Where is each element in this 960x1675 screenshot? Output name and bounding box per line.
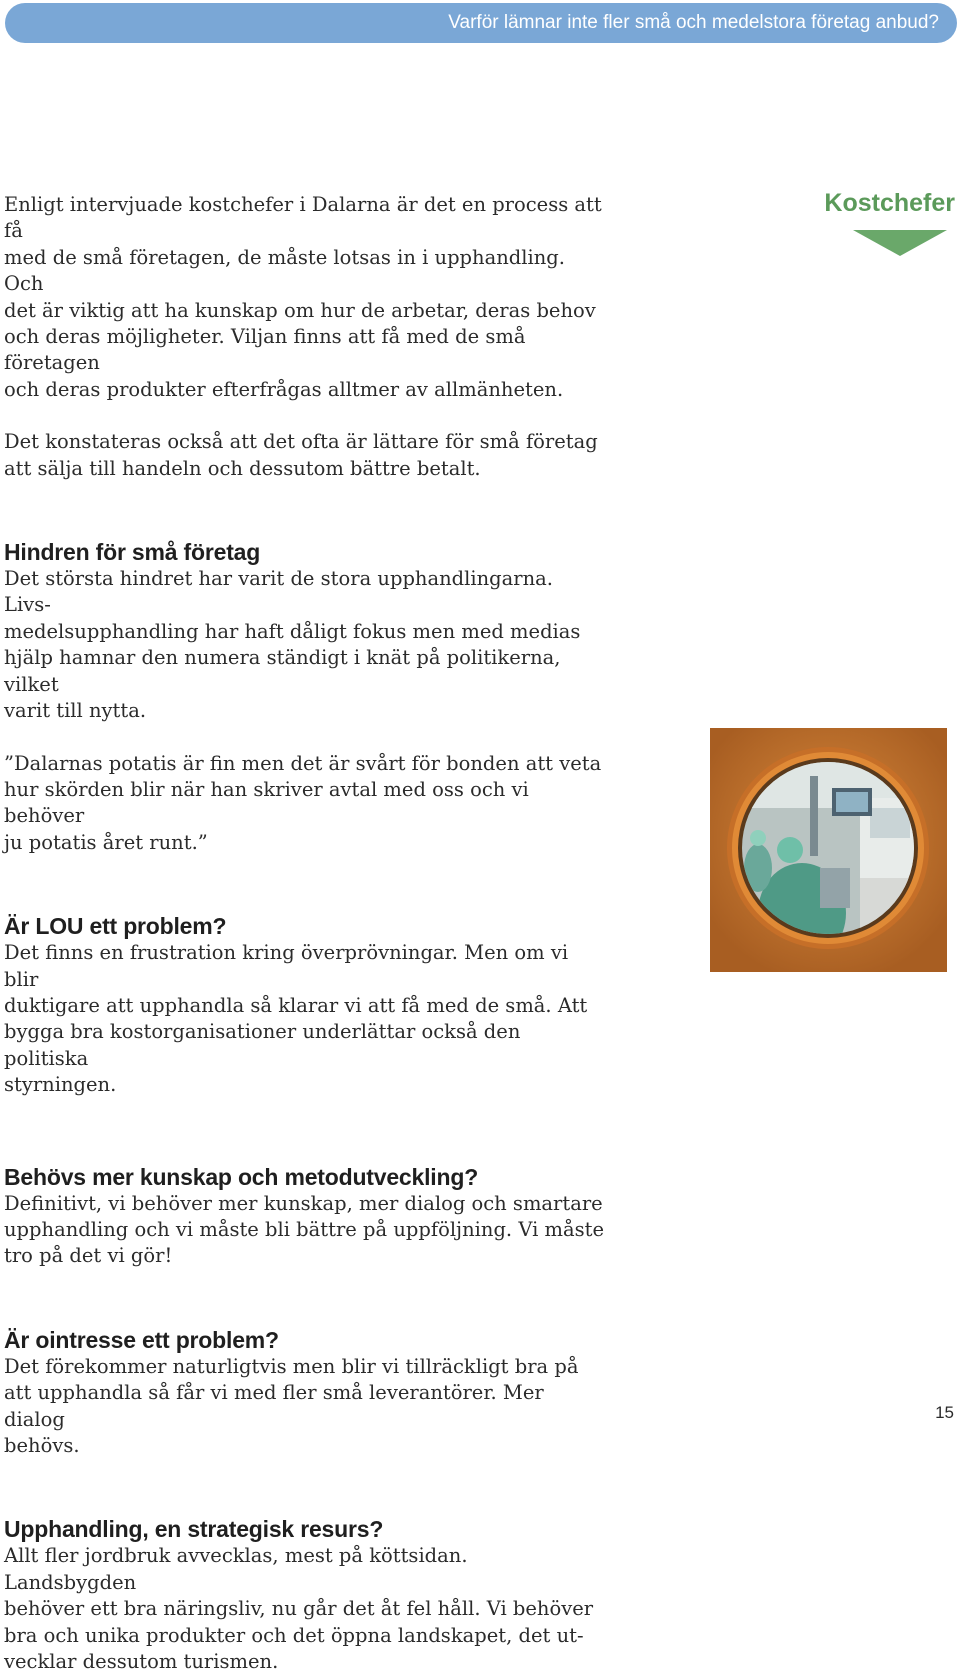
- text-line: varit till nytta.: [4, 699, 147, 723]
- text-line: Definitivt, vi behöver mer kunskap, mer dialog och smartare: [4, 1191, 603, 1215]
- sidebar-label: Kostchefer: [824, 189, 955, 217]
- text-line: hjälp hamnar den numera ständigt i knät på politikerna, vilket: [4, 646, 561, 696]
- text-line: tro på det vi gör!: [4, 1244, 173, 1268]
- main-content: [4, 192, 604, 1675]
- header-bar: [5, 3, 957, 43]
- triangle-down-icon: [853, 230, 947, 256]
- text-line: Det förekommer naturligtvis men blir vi tillräckligt bra på: [4, 1354, 579, 1378]
- text-line: Det största hindret har varit de stora upphandlingarna. Livs-: [4, 567, 553, 617]
- section-heading-ointresse: Är ointresse ett problem?: [4, 1326, 279, 1353]
- text-line: bygga bra kostorganisationer underlättar också den politiska: [4, 1020, 521, 1070]
- section-heading-lou: Är LOU ett problem?: [4, 913, 227, 940]
- page-number: 15: [935, 1403, 954, 1422]
- text-line: med de små företagen, de måste lotsas in i upphandling. Och: [4, 245, 565, 296]
- quote-paragraph: [4, 751, 604, 857]
- text-line: duktigare att upphandla så klarar vi att få med de små. Att: [4, 993, 588, 1017]
- text-line: ju potatis året runt.”: [4, 830, 208, 854]
- section-text-strategisk: [4, 1543, 604, 1675]
- text-line: att upphandla så får vi med fler små leverantörer. Mer dialog: [4, 1381, 544, 1431]
- text-line: Det konstateras också att det ofta är lättare för små företag: [4, 430, 598, 454]
- porthole-photo: [710, 728, 947, 972]
- text-line: bra och unika produkter och det öppna landskapet, det ut-: [4, 1623, 584, 1647]
- section-text-kunskap: [4, 1191, 604, 1270]
- text-line: Enligt intervjuade kostchefer i Dalarna är det en process att få: [4, 193, 602, 243]
- section-heading-kunskap: Behövs mer kunskap och metodutveckling?: [4, 1163, 479, 1190]
- text-line: och deras möjligheter. Viljan finns att få med de små företagen: [4, 325, 526, 375]
- text-line: behöver ett bra näringsliv, nu går det åt fel håll. Vi behöver: [4, 1597, 594, 1621]
- text-line: att sälja till handeln och dessutom bättre betalt.: [4, 456, 481, 480]
- text-line: behövs.: [4, 1434, 80, 1457]
- section-text-hindren: [4, 566, 604, 724]
- text-line: Det finns en frustration kring överprövningar. Men om vi blir: [4, 941, 569, 991]
- text-line: Allt fler jordbruk avvecklas, mest på köttsidan. Landsbygden: [4, 1544, 468, 1594]
- section-heading-hindren: Hindren för små företag: [4, 539, 261, 566]
- text-line: hur skörden blir när han skriver avtal med oss och vi behöver: [4, 777, 529, 828]
- section-text-lou: [4, 940, 604, 1098]
- header-title: Varför lämnar inte fler små och medelstora företag anbud?: [448, 12, 939, 33]
- section-heading-strategisk: Upphandling, en strategisk resurs?: [4, 1516, 384, 1543]
- text-line: medelsupphandling har haft dåligt fokus men med medias: [4, 619, 581, 643]
- intro-paragraph-1: [4, 192, 604, 403]
- text-line: ”Dalarnas potatis är fin men det är svårt för bonden att veta: [4, 751, 602, 775]
- text-line: och deras produkter efterfrågas alltmer av allmänheten.: [4, 377, 564, 401]
- porthole-photo-svg: [710, 728, 947, 972]
- section-text-ointresse: [4, 1354, 604, 1460]
- text-line: upphandling och vi måste bli bättre på uppföljning. Vi måste: [4, 1217, 605, 1241]
- text-line: det är viktig att ha kunskap om hur de arbetar, deras behov: [4, 298, 596, 322]
- text-line: vecklar dessutom turismen.: [4, 1650, 279, 1674]
- intro-paragraph-2: [4, 429, 604, 482]
- text-line: styrningen.: [4, 1073, 117, 1097]
